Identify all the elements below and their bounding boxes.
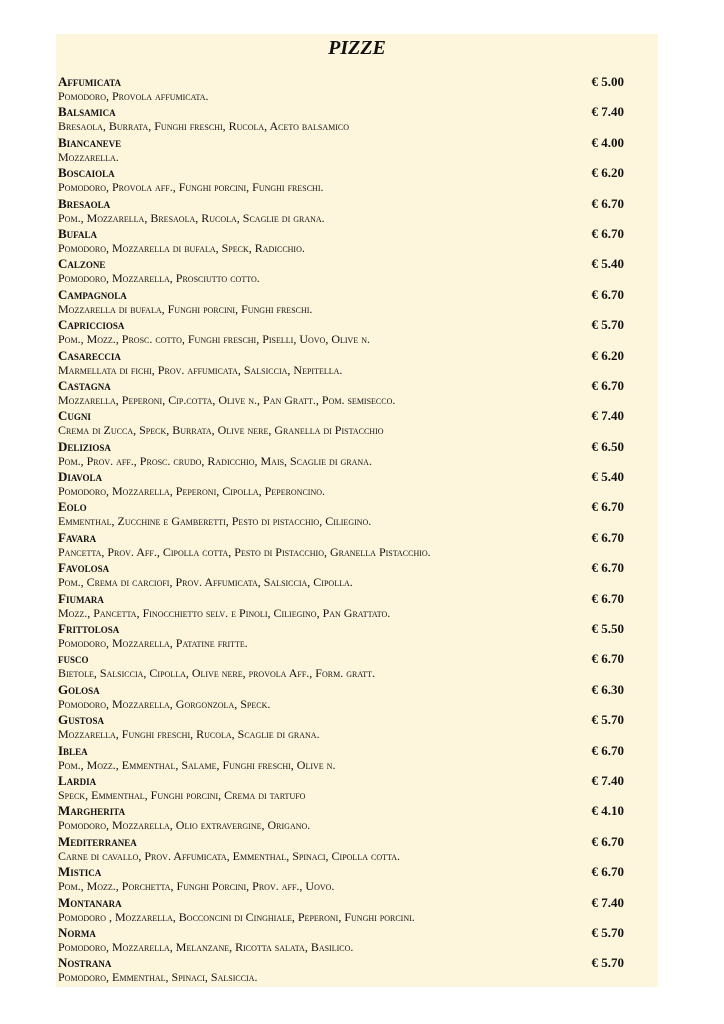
pizza-ingredients: Mozzarella di bufala, Funghi porcini, Funghi freschi.: [58, 301, 313, 316]
pizza-ingredients: Mozz., Pancetta, Finocchietto selv. e Pinoli, Ciliegino, Pan Grattato.: [58, 605, 391, 620]
list-item: [58, 226, 624, 256]
list-item: [58, 803, 624, 833]
pizza-name: Mediterranea: [58, 833, 137, 849]
pizza-name: Frittolosa: [58, 621, 120, 637]
pizza-price: € 5.70: [591, 712, 624, 728]
page-title: PIZZE: [328, 37, 386, 59]
list-item: [58, 135, 624, 165]
pizza-ingredients: Pomodoro, Emmenthal, Spinaci, Salsiccia.: [58, 970, 258, 985]
pizza-name: Favara: [58, 529, 97, 545]
list-item: [58, 74, 624, 104]
pizza-price: € 6.70: [591, 195, 624, 211]
pizza-name: Affumicata: [58, 74, 122, 89]
pizza-name: Montanara: [58, 894, 122, 910]
pizza-name: Casareccia: [58, 347, 121, 363]
pizza-ingredients: Pomodoro, Mozzarella, Patatine fritte.: [58, 636, 248, 651]
pizza-price: € 4.00: [591, 134, 624, 150]
list-item: [58, 895, 624, 925]
pizza-name: Gustosa: [58, 712, 104, 728]
pizza-name: Fiumara: [58, 590, 104, 606]
pizza-ingredients: Crema di Zucca, Speck, Burrata, Olive nere, Granella di Pistacchio: [58, 423, 384, 438]
pizza-price: € 6.70: [591, 651, 624, 667]
pizza-price: € 6.30: [591, 681, 624, 697]
pizza-ingredients: Mozzarella, Peperoni, Cip.cotta, Olive n., Pan Gratt., Pom. semisecco.: [58, 392, 396, 407]
pizza-ingredients: Carne di cavallo, Prov. Affumicata, Emmenthal, Spinaci, Cipolla cotta.: [58, 848, 401, 863]
list-item: [58, 743, 624, 773]
list-item: [58, 955, 624, 985]
pizza-name: Biancaneve: [58, 134, 122, 150]
pizza-name: Mistica: [58, 864, 102, 880]
list-item: [58, 773, 624, 803]
pizza-price: € 7.40: [591, 408, 624, 424]
pizza-ingredients: Bresaola, Burrata, Funghi freschi, Rucola, Aceto balsamico: [58, 119, 350, 134]
pizza-ingredients: Mozzarella.: [58, 149, 119, 164]
pizza-ingredients: Pom., Crema di carciofi, Prov. Affumicata, Salsiccia, Cipolla.: [58, 575, 353, 590]
pizza-price: € 7.40: [591, 104, 624, 120]
pizza-name: fusco: [58, 651, 89, 667]
pizza-name: Margherita: [58, 803, 126, 819]
list-item: [58, 530, 624, 560]
pizza-price: € 6.70: [591, 499, 624, 515]
pizza-price: € 6.70: [591, 529, 624, 545]
pizza-name: Capricciosa: [58, 317, 125, 333]
pizza-ingredients: Pomodoro, Mozzarella, Peperoni, Cipolla, Peperoncino.: [58, 484, 326, 499]
list-item: [58, 651, 624, 681]
pizza-name: Balsamica: [58, 104, 116, 120]
list-item: [58, 348, 624, 378]
list-item: [58, 287, 624, 317]
pizza-name: Favolosa: [58, 560, 110, 576]
list-item: [58, 378, 624, 408]
pizza-price: € 6.70: [591, 590, 624, 606]
pizza-ingredients: Pomodoro, Provola affumicata.: [58, 89, 209, 103]
pizza-price: € 6.70: [591, 742, 624, 758]
pizza-price: € 6.20: [591, 165, 624, 181]
pizza-name: Iblea: [58, 742, 88, 758]
pizza-ingredients: Pomodoro, Mozzarella di bufala, Speck, Radicchio.: [58, 240, 305, 255]
pizza-ingredients: Mozzarella, Funghi freschi, Rucola, Scaglie di grana.: [58, 727, 320, 742]
pizza-price: € 5.40: [591, 469, 624, 485]
pizza-ingredients: Bietole, Salsiccia, Cipolla, Olive nere, provola Aff., Form. gratt.: [58, 666, 375, 681]
list-item: [58, 439, 624, 469]
pizza-ingredients: Pom., Mozz., Emmenthal, Salame, Funghi freschi, Olive n.: [58, 757, 336, 772]
pizza-price: € 6.70: [591, 833, 624, 849]
pizza-ingredients: Pomodoro, Mozzarella, Gorgonzola, Speck.: [58, 696, 271, 711]
pizza-price: € 7.40: [591, 772, 624, 788]
pizza-ingredients: Marmellata di fichi, Prov. affumicata, Salsiccia, Nepitella.: [58, 362, 343, 377]
pizza-ingredients: Emmenthal, Zucchine e Gamberetti, Pesto di pistacchio, Ciliegino.: [58, 514, 372, 529]
pizza-price: € 6.50: [591, 438, 624, 454]
list-item: [58, 560, 624, 590]
list-item: [58, 256, 624, 286]
pizza-price: € 6.70: [591, 560, 624, 576]
list-item: [58, 682, 624, 712]
pizza-price: € 7.40: [591, 894, 624, 910]
pizza-price: € 6.70: [591, 377, 624, 393]
pizza-name: Eolo: [58, 499, 87, 515]
pizza-price: € 6.70: [591, 286, 624, 302]
pizza-ingredients: Pomodoro, Mozzarella, Melanzane, Ricotta salata, Basilico.: [58, 939, 354, 954]
pizza-price: € 5.70: [591, 955, 624, 971]
pizza-name: Diavola: [58, 469, 103, 485]
pizza-price: € 5.70: [591, 317, 624, 333]
pizza-name: Cugni: [58, 408, 91, 424]
pizza-name: Boscaiola: [58, 165, 115, 181]
pizza-price: € 6.70: [591, 864, 624, 880]
pizza-price: € 6.70: [591, 225, 624, 241]
pizza-ingredients: Pom., Mozz., Porchetta, Funghi Porcini, Prov. aff., Uovo.: [58, 879, 335, 894]
pizza-ingredients: Pom., Mozzarella, Bresaola, Rucola, Scaglie di grana.: [58, 210, 325, 225]
list-item: [58, 499, 624, 529]
pizza-name: Campagnola: [58, 286, 127, 302]
pizza-ingredients: Pomodoro, Provola aff., Funghi porcini, Funghi freschi.: [58, 180, 324, 195]
pizza-ingredients: Pomodoro, Mozzarella, Prosciutto cotto.: [58, 271, 260, 286]
list-item: [58, 469, 624, 499]
pizza-name: Norma: [58, 924, 96, 940]
pizza-ingredients: Pomodoro, Mozzarella, Olio extravergine, Origano.: [58, 818, 311, 833]
pizza-ingredients: Speck, Emmenthal, Funghi porcini, Crema di tartufo: [58, 787, 306, 802]
pizza-name: Calzone: [58, 256, 106, 272]
list-item: [58, 165, 624, 195]
pizza-price: € 4.10: [591, 803, 624, 819]
list-item: [58, 864, 624, 894]
pizza-price: € 6.20: [591, 347, 624, 363]
pizza-ingredients: Pom., Prov. aff., Prosc. crudo, Radicchio, Mais, Scaglie di grana.: [58, 453, 372, 468]
pizza-name: Castagna: [58, 377, 111, 393]
list-item: [58, 317, 624, 347]
pizza-list: [58, 74, 624, 986]
list-item: [58, 925, 624, 955]
pizza-name: Golosa: [58, 681, 100, 697]
pizza-name: Lardia: [58, 772, 97, 788]
pizza-ingredients: Pomodoro , Mozzarella, Bocconcini di Cinghiale, Peperoni, Funghi porcini.: [58, 909, 415, 924]
pizza-name: Nostrana: [58, 955, 112, 971]
menu-page: [56, 34, 658, 987]
list-item: [58, 712, 624, 742]
pizza-name: Bufala: [58, 225, 98, 241]
pizza-name: Deliziosa: [58, 438, 111, 454]
pizza-price: € 5.00: [591, 74, 624, 89]
list-item: [58, 834, 624, 864]
pizza-name: Bresaola: [58, 195, 111, 211]
pizza-ingredients: Pom., Mozz., Prosc. cotto, Funghi freschi, Piselli, Uovo, Olive n.: [58, 332, 370, 347]
list-item: [58, 196, 624, 226]
pizza-price: € 5.70: [591, 924, 624, 940]
list-item: [58, 591, 624, 621]
pizza-price: € 5.50: [591, 621, 624, 637]
pizza-ingredients: Pancetta, Prov. Aff., Cipolla cotta, Pesto di Pistacchio, Granella Pistacchio.: [58, 544, 431, 559]
list-item: [58, 408, 624, 438]
pizza-price: € 5.40: [591, 256, 624, 272]
list-item: [58, 104, 624, 134]
list-item: [58, 621, 624, 651]
